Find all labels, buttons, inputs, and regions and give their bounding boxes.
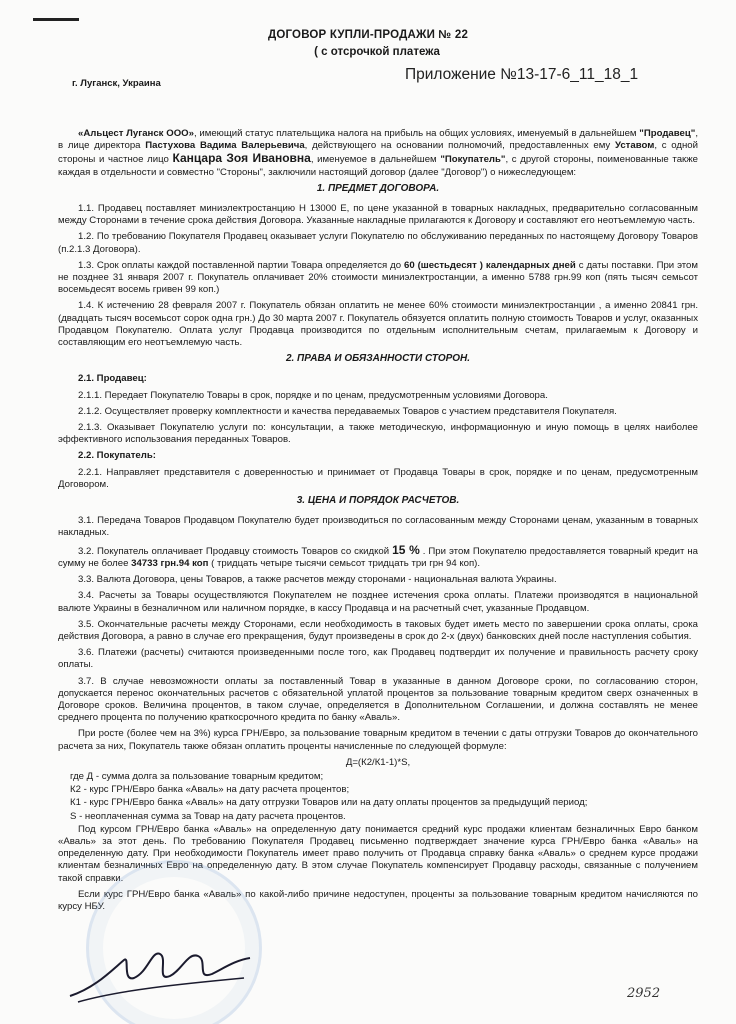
charter-word: Уставом	[614, 140, 655, 152]
clause-3-3: 3.3. Валюта Договора, цены Товаров, а также расчетов между сторонами - национальная валюта Украины.	[78, 574, 557, 586]
clause-2-2: 2.2. Покупатель:	[78, 450, 156, 462]
section-2-heading: 2. ПРАВА И ОБЯЗАННОСТИ СТОРОН.	[285, 353, 471, 365]
intro-text-1: , имеющий статус плательщика налога на прибыль на общих условиях, именуемый в дальнейшем	[193, 128, 640, 139]
director-name: Пастухова Вадима Валерьевича	[145, 140, 305, 152]
appendix-label: Приложение №13-17-6_11_18_1	[405, 66, 639, 83]
clause-1-3-a: 1.3. Срок оплаты каждой поставленной партии Товара определяется до	[78, 259, 404, 271]
handwritten-signature	[60, 930, 260, 1010]
clause-3-4: 3.4. Расчеты за Товары осуществляются Покупателем не позднее истечения срока оплаты. Платежи производятся в национальной валюте Украины в безналичном или наличном порядке, в кассу Продавца и на расчетный счет, указанные Продавцом.	[58, 590, 698, 614]
clause-3-9: Под курсом ГРН/Евро банка «Аваль» на определенную дату понимается средний курс продажи клиентам безналичных Евро банком «Аваль» за этот день. По требованию Покупателя Продавец письменно подтверждает значение курса ГРН/Евро банка «Аваль» на определенную дату. При необходимости Покупатель имеет право получить от Продавца справку банка «Аваль» о среднем курсе продажи клиентам безналичных Евро на определенную дату. В этом случае Покупатель компенсирует Продавцу расходы, связанные с получением такой справки.	[58, 823, 698, 884]
contract-subtitle: ( с отсрочкой платежа	[314, 46, 440, 58]
formula-legend-k1: К1 - курс ГРН/Евро банка «Аваль» на дату отгрузки Товаров или на дату оплаты процентов за предыдущий период;	[70, 797, 588, 809]
credit-amount: 34733 грн.94 коп	[131, 557, 209, 569]
seller-role: "Продавец"	[639, 128, 696, 139]
interest-formula: Д=(К2/К1-1)*S,	[345, 756, 411, 768]
buyer-name: Канцара Зоя Ивановна	[172, 151, 311, 166]
handwritten-number: 2952	[627, 986, 661, 1001]
contract-place: г. Луганск, Украина	[72, 78, 161, 89]
clause-2-1-2: 2.1.2. Осуществляет проверку комплектности и качества передаваемых Товаров с участием представителя Покупателя.	[78, 405, 617, 417]
clause-2-1-3: 2.1.3. Оказывает Покупателю услуги по: консультации, а также методическую, информационную и иную помощь в целях наиболее эффективного использования переданных Товаров.	[58, 422, 698, 446]
intro-text-2: , в лице директора	[58, 128, 698, 152]
discount-value: 15 %	[392, 542, 420, 557]
contract-body	[58, 128, 698, 917]
clause-1-4: 1.4. К истечению 28 февраля 2007 г. Покупатель обязан оплатить не менее 60% стоимости миниэлектростанции , а именно 20841 грн.(двадцать тысяч восемьсот сорок одна грн.) До 30 марта 2007 г. Покупатель обязуется оплатить полную стоимость Товаров и услуг, оказанных Продавцом Покупателю. Оплата услуг Продавца производится по отдельным исполнительным счетам, прилагаемым к Договору и составляющим его неотъемлемую часть.	[58, 300, 698, 349]
clause-3-10: Если курс ГРН/Евро банка «Аваль» по какой-либо причине недоступен, проценты за пользование товарным кредитом начисляются по курсу НБУ.	[58, 888, 698, 912]
clause-1-3-c: с даты поставки. При этом не позднее 31 января 2007 г. Покупатель оплачивает 20% стоимости миниэлектростанции, а именно 5788 грн.99 коп (пять тысяч семьсот восемьдесят восемь гривен 99 коп.)	[58, 259, 698, 296]
clause-2-2-1: 2.2.1. Направляет представителя с доверенностью и принимает от Продавца Товары в срок, порядке и по ценам, предусмотренным Договором.	[58, 466, 698, 490]
intro-text-6: , с другой стороны, поименованные также каждая в отдельности и совместно "Стороны", заключили настоящий договор (далее "Договор") о нижеследующем:	[58, 154, 698, 178]
clause-3-5: 3.5. Окончательные расчеты между Сторонами, если необходимость в таковых будет иметь место по завершении срока оплаты, срока действия Договора, а равно в случае его прекращения, будут произведены в срок до 2-х (двух) банковских дней после наступления события.	[58, 618, 698, 642]
formula-legend-s: S - неоплаченная сумма за Товар на дату расчета процентов.	[70, 810, 346, 822]
section-1-heading: 1. ПРЕДМЕТ ДОГОВОРА.	[316, 182, 440, 194]
clause-2-1: 2.1. Продавец:	[78, 373, 147, 385]
contract-title: ДОГОВОР КУПЛИ-ПРОДАЖИ № 22	[267, 29, 469, 41]
clause-1-3	[58, 260, 698, 297]
clause-1-3-term: 60 (шестьдесят ) календарных дней	[404, 259, 576, 271]
seller-name: «Альцест Луганск ООО»	[78, 128, 194, 139]
formula-legend-k2: К2 - курс ГРН/Евро банка «Аваль» на дату расчета процентов;	[70, 784, 350, 796]
clause-1-2: 1.2. По требованию Покупателя Продавец оказывает услуги Покупателю по обслуживанию переданных по настоящему Договору Товаров (п.2.1.3 Договора).	[58, 231, 698, 255]
clause-3-6: 3.6. Платежи (расчеты) считаются произведенными после того, как Продавец подтвердит их получение и правильность расчету сроку оплаты.	[58, 647, 698, 671]
clause-3-2-c: . При этом Покупателю предоставляется товарный кредит на сумму не более	[58, 545, 698, 569]
clause-1-1: 1.1. Продавец поставляет миниэлектростанцию Н 13000 Е, по цене указанной в товарных накладных, предварительно согласованным между Сторонами в течение срока действия Договора. Указанные накладные прилагаются к Договору и составляют его неотъемлемую часть.	[58, 203, 698, 227]
intro-text-3: , действующего на основании полномочий, предоставленных ему	[304, 140, 615, 152]
intro-text-4: , с одной стороны и частное лицо	[58, 140, 698, 166]
clause-3-8: При росте (более чем на 3%) курса ГРН/Евро, за пользование товарным кредитом в течении с даты отгрузки Товаров до окончательного расчета за них, Покупатель также обязан оплатить проценты начисленные по следующей формуле:	[58, 728, 698, 752]
formula-legend-d: где Д - сумма долга за пользование товарным кредитом;	[70, 770, 324, 782]
buyer-role: "Покупатель"	[440, 154, 506, 166]
intro-text-5: , именуемое в дальнейшем	[310, 154, 441, 166]
clause-3-2	[58, 544, 698, 570]
clause-3-2-e: ( тридцать четыре тысячи семьсот тридцать три грн 94 коп).	[208, 557, 481, 569]
clause-3-7: 3.7. В случае невозможности оплаты за поставленный Товар в указанные в данном Договоре сроки, по согласованию сторон, допускается перенос окончательных расчетов с обязательной уплатой процентов за пользование товарным кредитом сверх означенных в Договоре сроков. Величина процентов, в таком случае, определяется в Дополнительном Соглашении, и должна составлять не менее среднего процента по получению краткосрочного кредита по банку «Аваль».	[58, 675, 698, 724]
clause-3-1: 3.1. Передача Товаров Продавцом Покупателю будет производиться по согласованным между Сторонами ценам, указанным в товарных накладных.	[58, 515, 698, 539]
clause-2-1-1: 2.1.1. Передает Покупателю Товары в срок, порядке и по ценам, предусмотренным условиями Договора.	[78, 389, 548, 401]
intro-paragraph	[58, 128, 698, 179]
clause-3-2-a: 3.2. Покупатель оплачивает Продавцу стоимость Товаров со скидкой	[78, 545, 393, 557]
top-rule-mark	[33, 18, 79, 21]
section-3-heading: 3. ЦЕНА И ПОРЯДОК РАСЧЕТОВ.	[296, 495, 460, 507]
